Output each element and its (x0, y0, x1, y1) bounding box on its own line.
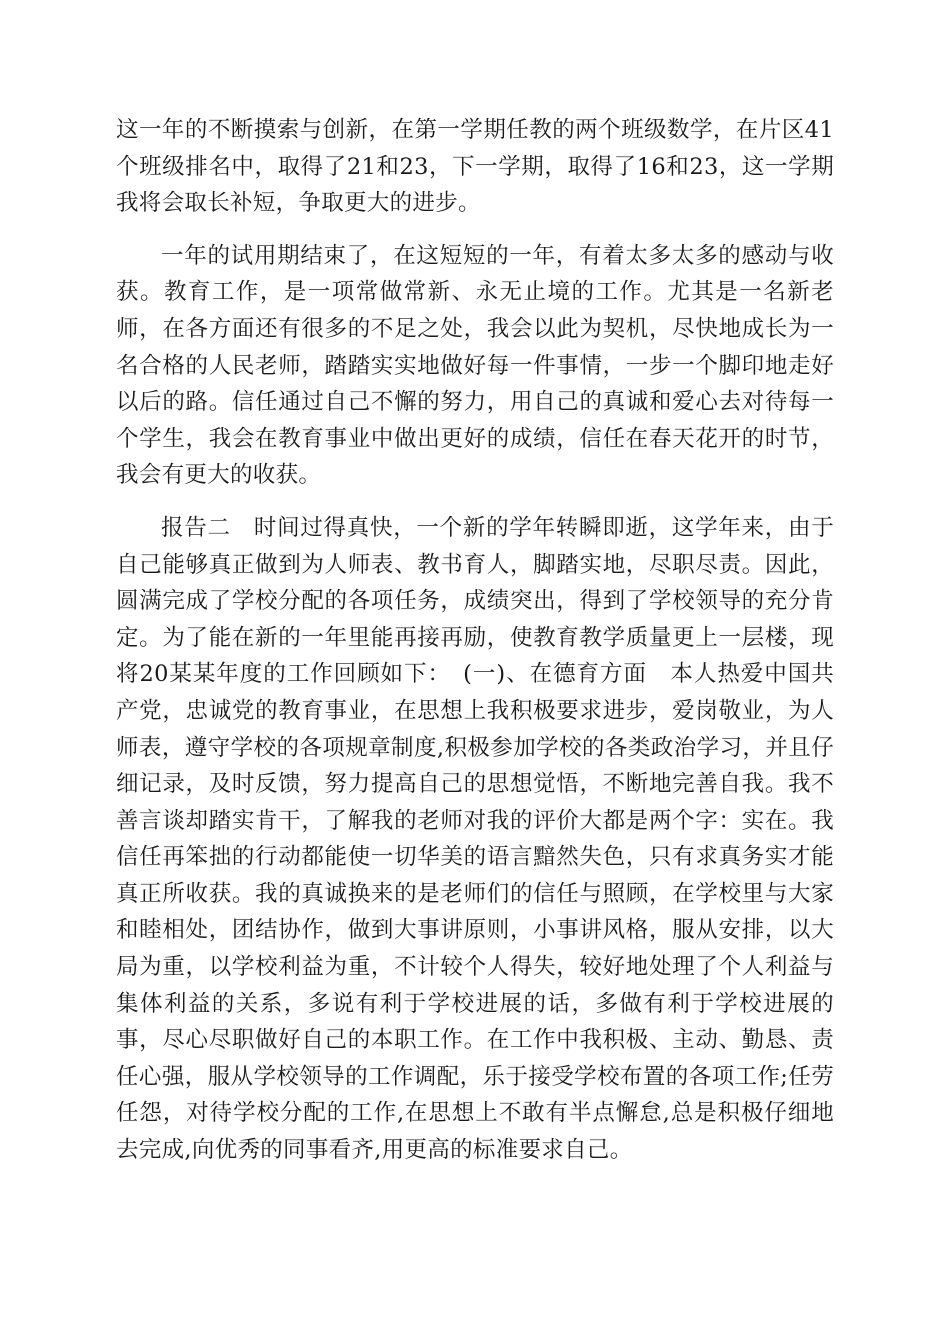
paragraph-probation-summary: 一年的试用期结束了，在这短短的一年，有着太多太多的感动与收获。教育工作，是一项常做常新、永无止境的工作。尤其是一名新老师，在各方面还有很多的不足之处，我会以此为契机，尽快地成长为一名合格的人民老师，踏踏实实地做好每一件事情，一步一个脚印地走好以后的路。信任通过自己不懈的努力，用自己的真诚和爱心去对待每一个学生，我会在教育事业中做出更好的成绩，信任在春天花开的时节，我会有更大的收获。 (116, 242, 834, 489)
paragraph-teaching-results: 这一年的不断摸索与创新，在第一学期任教的两个班级数学，在片区41个班级排名中，取得了21和23，下一学期，取得了16和23，这一学期我将会取长补短，争取更大的进步。 (116, 117, 834, 217)
paragraph-report-two: 报告二 时间过得真快，一个新的学年转瞬即逝，这学年来，由于自己能够真正做到为人师表、教书育人，脚踏实地，尽职尽责。因此，圆满完成了学校分配的各项任务，成绩突出，得到了学校领导的充分肯定。为了能在新的一年里能再接再励，使教育教学质量更上一层楼，现将20某某年度的工作回顾如下： (一)、在德育方面 本人热爱中国共产党，忠诚党的教育事业，在思想上我积极要求进步，爱岗敬业，为人师表，遵守学校的各项规章制度,积极参加学校的各类政治学习，并且仔细记录，及时反馈，努力提高自己的思想觉悟，不断地完善自我。我不善言谈却踏实肯干，了解我的老师对我的评价大都是两个字：实在。我信任再笨拙的行动都能使一切华美的语言黯然失色，只有求真务实才能真正所收获。我的真诚换来的是老师们的信任与照顾，在学校里与大家和睦相处，团结协作，做到大事讲原则，小事讲风格，服从安排，以大局为重，以学校利益为重，不计较个人得失，较好地处理了个人利益与集体利益的关系，多说有利于学校进展的话，多做有利于学校进展的事，尽心尽职做好自己的本职工作。在工作中我积极、主动、勤恳、责任心强，服从学校领导的工作调配，乐于接受学校布置的各项工作;任劳任怨，对待学校分配的工作,在思想上不敢有半点懈怠,总是积极仔细地去完成,向优秀的同事看齐,用更高的标准要求自己。 (116, 514, 834, 1164)
document-body (116, 112, 834, 1169)
